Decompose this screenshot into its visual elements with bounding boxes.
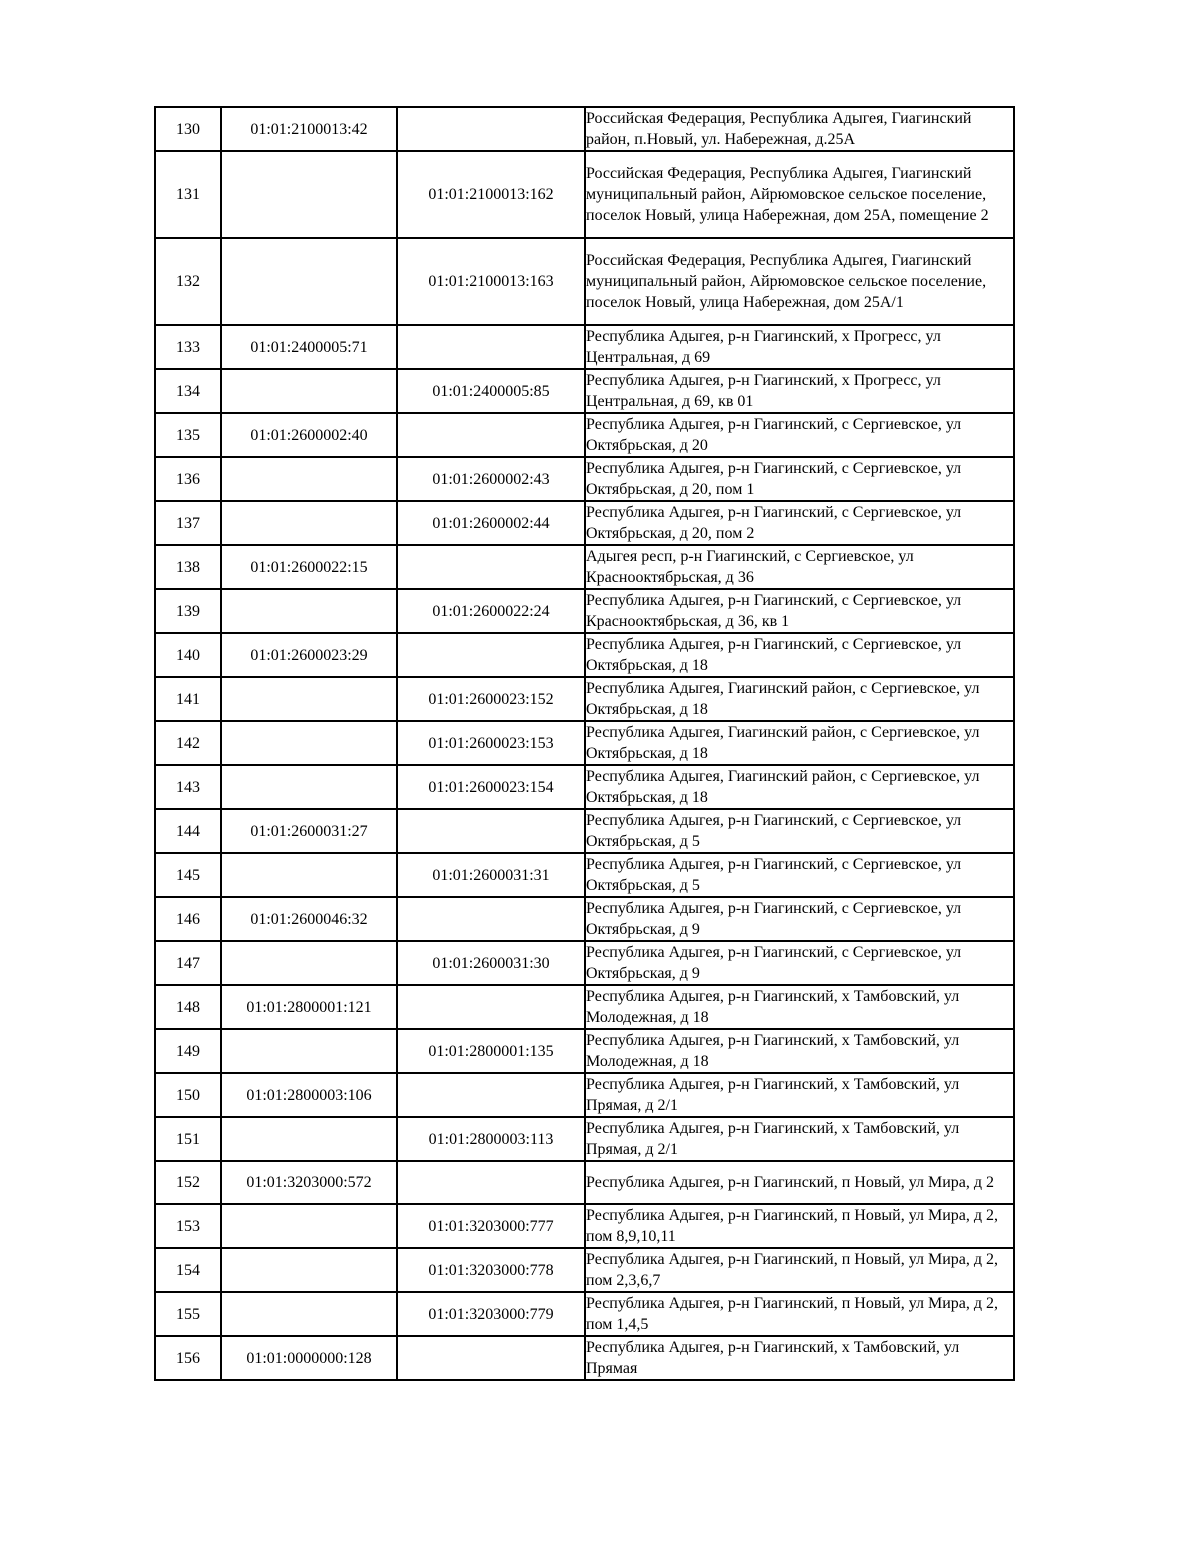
building-cadastral-number xyxy=(397,545,585,589)
building-cadastral-number xyxy=(397,985,585,1029)
building-cadastral-number xyxy=(397,1161,585,1204)
table-row xyxy=(155,809,1014,853)
table-row xyxy=(155,151,1014,238)
land-cadastral-number xyxy=(221,1248,397,1292)
address-cell: Республика Адыгея, Гиагинский район, с Сергиевское, ул Октябрьская, д 18 xyxy=(585,677,1014,721)
building-cadastral-number xyxy=(397,325,585,369)
building-cadastral-number: 01:01:2600023:153 xyxy=(397,721,585,765)
row-number: 136 xyxy=(155,457,221,501)
row-number: 142 xyxy=(155,721,221,765)
land-cadastral-number xyxy=(221,589,397,633)
land-cadastral-number xyxy=(221,1029,397,1073)
address-cell: Республика Адыгея, р-н Гиагинский, х Тамбовский, ул Молодежная, д 18 xyxy=(585,1029,1014,1073)
address-cell: Республика Адыгея, р-н Гиагинский, с Сергиевское, ул Октябрьская, д 5 xyxy=(585,809,1014,853)
land-cadastral-number: 01:01:2100013:42 xyxy=(221,107,397,151)
address-cell: Республика Адыгея, р-н Гиагинский, х Тамбовский, ул Прямая xyxy=(585,1336,1014,1380)
building-cadastral-number xyxy=(397,413,585,457)
land-cadastral-number xyxy=(221,721,397,765)
address-cell: Республика Адыгея, р-н Гиагинский, п Новый, ул Мира, д 2, пом 8,9,10,11 xyxy=(585,1204,1014,1248)
address-cell: Республика Адыгея, Гиагинский район, с Сергиевское, ул Октябрьская, д 18 xyxy=(585,765,1014,809)
land-cadastral-number xyxy=(221,941,397,985)
table-row xyxy=(155,589,1014,633)
building-cadastral-number: 01:01:3203000:778 xyxy=(397,1248,585,1292)
table-row xyxy=(155,457,1014,501)
row-number: 151 xyxy=(155,1117,221,1161)
building-cadastral-number: 01:01:2800001:135 xyxy=(397,1029,585,1073)
land-cadastral-number xyxy=(221,1292,397,1336)
land-cadastral-number: 01:01:2600031:27 xyxy=(221,809,397,853)
land-cadastral-number xyxy=(221,677,397,721)
building-cadastral-number: 01:01:2600023:152 xyxy=(397,677,585,721)
row-number: 144 xyxy=(155,809,221,853)
row-number: 130 xyxy=(155,107,221,151)
land-cadastral-number: 01:01:2600022:15 xyxy=(221,545,397,589)
row-number: 154 xyxy=(155,1248,221,1292)
table-row xyxy=(155,1336,1014,1380)
table-row xyxy=(155,545,1014,589)
land-cadastral-number: 01:01:0000000:128 xyxy=(221,1336,397,1380)
land-cadastral-number: 01:01:2800001:121 xyxy=(221,985,397,1029)
row-number: 147 xyxy=(155,941,221,985)
building-cadastral-number xyxy=(397,633,585,677)
building-cadastral-number: 01:01:2600022:24 xyxy=(397,589,585,633)
address-cell: Республика Адыгея, р-н Гиагинский, с Сергиевское, ул Октябрьская, д 20, пом 1 xyxy=(585,457,1014,501)
row-number: 132 xyxy=(155,238,221,325)
address-cell: Республика Адыгея, р-н Гиагинский, х Тамбовский, ул Прямая, д 2/1 xyxy=(585,1117,1014,1161)
building-cadastral-number: 01:01:2600023:154 xyxy=(397,765,585,809)
table-row xyxy=(155,985,1014,1029)
building-cadastral-number: 01:01:2800003:113 xyxy=(397,1117,585,1161)
land-cadastral-number xyxy=(221,1117,397,1161)
address-cell: Республика Адыгея, р-н Гиагинский, х Тамбовский, ул Прямая, д 2/1 xyxy=(585,1073,1014,1117)
address-cell: Российская Федерация, Республика Адыгея, Гиагинский муниципальный район, Айрюмовское сельское поселение, поселок Новый, улица Набережная, дом 25А/1 xyxy=(585,238,1014,325)
land-cadastral-number xyxy=(221,501,397,545)
address-cell: Республика Адыгея, р-н Гиагинский, с Сергиевское, ул Октябрьская, д 5 xyxy=(585,853,1014,897)
row-number: 138 xyxy=(155,545,221,589)
table-body xyxy=(155,107,1014,1380)
table-row xyxy=(155,325,1014,369)
building-cadastral-number: 01:01:2600031:30 xyxy=(397,941,585,985)
table-row xyxy=(155,765,1014,809)
table-row xyxy=(155,107,1014,151)
row-number: 141 xyxy=(155,677,221,721)
land-cadastral-number xyxy=(221,853,397,897)
address-cell: Республика Адыгея, р-н Гиагинский, п Новый, ул Мира, д 2, пом 2,3,6,7 xyxy=(585,1248,1014,1292)
table-row xyxy=(155,677,1014,721)
land-cadastral-number: 01:01:2600002:40 xyxy=(221,413,397,457)
land-cadastral-number: 01:01:2600046:32 xyxy=(221,897,397,941)
address-cell: Республика Адыгея, р-н Гиагинский, х Прогресс, ул Центральная, д 69 xyxy=(585,325,1014,369)
building-cadastral-number: 01:01:3203000:779 xyxy=(397,1292,585,1336)
address-cell: Республика Адыгея, р-н Гиагинский, с Сергиевское, ул Краснооктябрьская, д 36, кв 1 xyxy=(585,589,1014,633)
address-cell: Республика Адыгея, р-н Гиагинский, х Тамбовский, ул Молодежная, д 18 xyxy=(585,985,1014,1029)
table-row xyxy=(155,1117,1014,1161)
building-cadastral-number: 01:01:3203000:777 xyxy=(397,1204,585,1248)
row-number: 150 xyxy=(155,1073,221,1117)
address-cell: Республика Адыгея, р-н Гиагинский, с Сергиевское, ул Октябрьская, д 20 xyxy=(585,413,1014,457)
row-number: 153 xyxy=(155,1204,221,1248)
row-number: 139 xyxy=(155,589,221,633)
row-number: 152 xyxy=(155,1161,221,1204)
cadastral-table xyxy=(154,106,1015,1381)
building-cadastral-number xyxy=(397,1073,585,1117)
row-number: 145 xyxy=(155,853,221,897)
table-row xyxy=(155,941,1014,985)
table-row xyxy=(155,1204,1014,1248)
building-cadastral-number: 01:01:2400005:85 xyxy=(397,369,585,413)
row-number: 140 xyxy=(155,633,221,677)
table-row xyxy=(155,853,1014,897)
table-row xyxy=(155,238,1014,325)
address-cell: Республика Адыгея, р-н Гиагинский, с Сергиевское, ул Октябрьская, д 20, пом 2 xyxy=(585,501,1014,545)
building-cadastral-number xyxy=(397,1336,585,1380)
row-number: 135 xyxy=(155,413,221,457)
table-row xyxy=(155,1292,1014,1336)
land-cadastral-number xyxy=(221,369,397,413)
building-cadastral-number xyxy=(397,107,585,151)
table-row xyxy=(155,369,1014,413)
row-number: 156 xyxy=(155,1336,221,1380)
building-cadastral-number xyxy=(397,809,585,853)
address-cell: Республика Адыгея, р-н Гиагинский, с Сергиевское, ул Октябрьская, д 9 xyxy=(585,941,1014,985)
table-row xyxy=(155,501,1014,545)
land-cadastral-number: 01:01:2800003:106 xyxy=(221,1073,397,1117)
table-row xyxy=(155,1073,1014,1117)
row-number: 133 xyxy=(155,325,221,369)
building-cadastral-number: 01:01:2100013:163 xyxy=(397,238,585,325)
address-cell: Российская Федерация, Республика Адыгея, Гиагинский муниципальный район, Айрюмовское сельское поселение, поселок Новый, улица Набережная, дом 25А, помещение 2 xyxy=(585,151,1014,238)
table-row xyxy=(155,721,1014,765)
address-cell: Республика Адыгея, р-н Гиагинский, х Прогресс, ул Центральная, д 69, кв 01 xyxy=(585,369,1014,413)
land-cadastral-number xyxy=(221,151,397,238)
table-row xyxy=(155,413,1014,457)
building-cadastral-number: 01:01:2100013:162 xyxy=(397,151,585,238)
row-number: 131 xyxy=(155,151,221,238)
row-number: 143 xyxy=(155,765,221,809)
land-cadastral-number: 01:01:3203000:572 xyxy=(221,1161,397,1204)
table-row xyxy=(155,1248,1014,1292)
address-cell: Адыгея респ, р-н Гиагинский, с Сергиевское, ул Краснооктябрьская, д 36 xyxy=(585,545,1014,589)
row-number: 149 xyxy=(155,1029,221,1073)
table-row xyxy=(155,1029,1014,1073)
land-cadastral-number: 01:01:2600023:29 xyxy=(221,633,397,677)
row-number: 134 xyxy=(155,369,221,413)
row-number: 137 xyxy=(155,501,221,545)
land-cadastral-number: 01:01:2400005:71 xyxy=(221,325,397,369)
address-cell: Российская Федерация, Республика Адыгея, Гиагинский район, п.Новый, ул. Набережная, д.25А xyxy=(585,107,1014,151)
building-cadastral-number: 01:01:2600002:44 xyxy=(397,501,585,545)
address-cell: Республика Адыгея, р-н Гиагинский, п Новый, ул Мира, д 2 xyxy=(585,1161,1014,1204)
row-number: 148 xyxy=(155,985,221,1029)
building-cadastral-number xyxy=(397,897,585,941)
land-cadastral-number xyxy=(221,238,397,325)
address-cell: Республика Адыгея, Гиагинский район, с Сергиевское, ул Октябрьская, д 18 xyxy=(585,721,1014,765)
land-cadastral-number xyxy=(221,457,397,501)
address-cell: Республика Адыгея, р-н Гиагинский, п Новый, ул Мира, д 2, пом 1,4,5 xyxy=(585,1292,1014,1336)
table-row xyxy=(155,897,1014,941)
address-cell: Республика Адыгея, р-н Гиагинский, с Сергиевское, ул Октябрьская, д 18 xyxy=(585,633,1014,677)
address-cell: Республика Адыгея, р-н Гиагинский, с Сергиевское, ул Октябрьская, д 9 xyxy=(585,897,1014,941)
building-cadastral-number: 01:01:2600002:43 xyxy=(397,457,585,501)
land-cadastral-number xyxy=(221,765,397,809)
row-number: 146 xyxy=(155,897,221,941)
table-row xyxy=(155,633,1014,677)
land-cadastral-number xyxy=(221,1204,397,1248)
table-row xyxy=(155,1161,1014,1204)
row-number: 155 xyxy=(155,1292,221,1336)
building-cadastral-number: 01:01:2600031:31 xyxy=(397,853,585,897)
